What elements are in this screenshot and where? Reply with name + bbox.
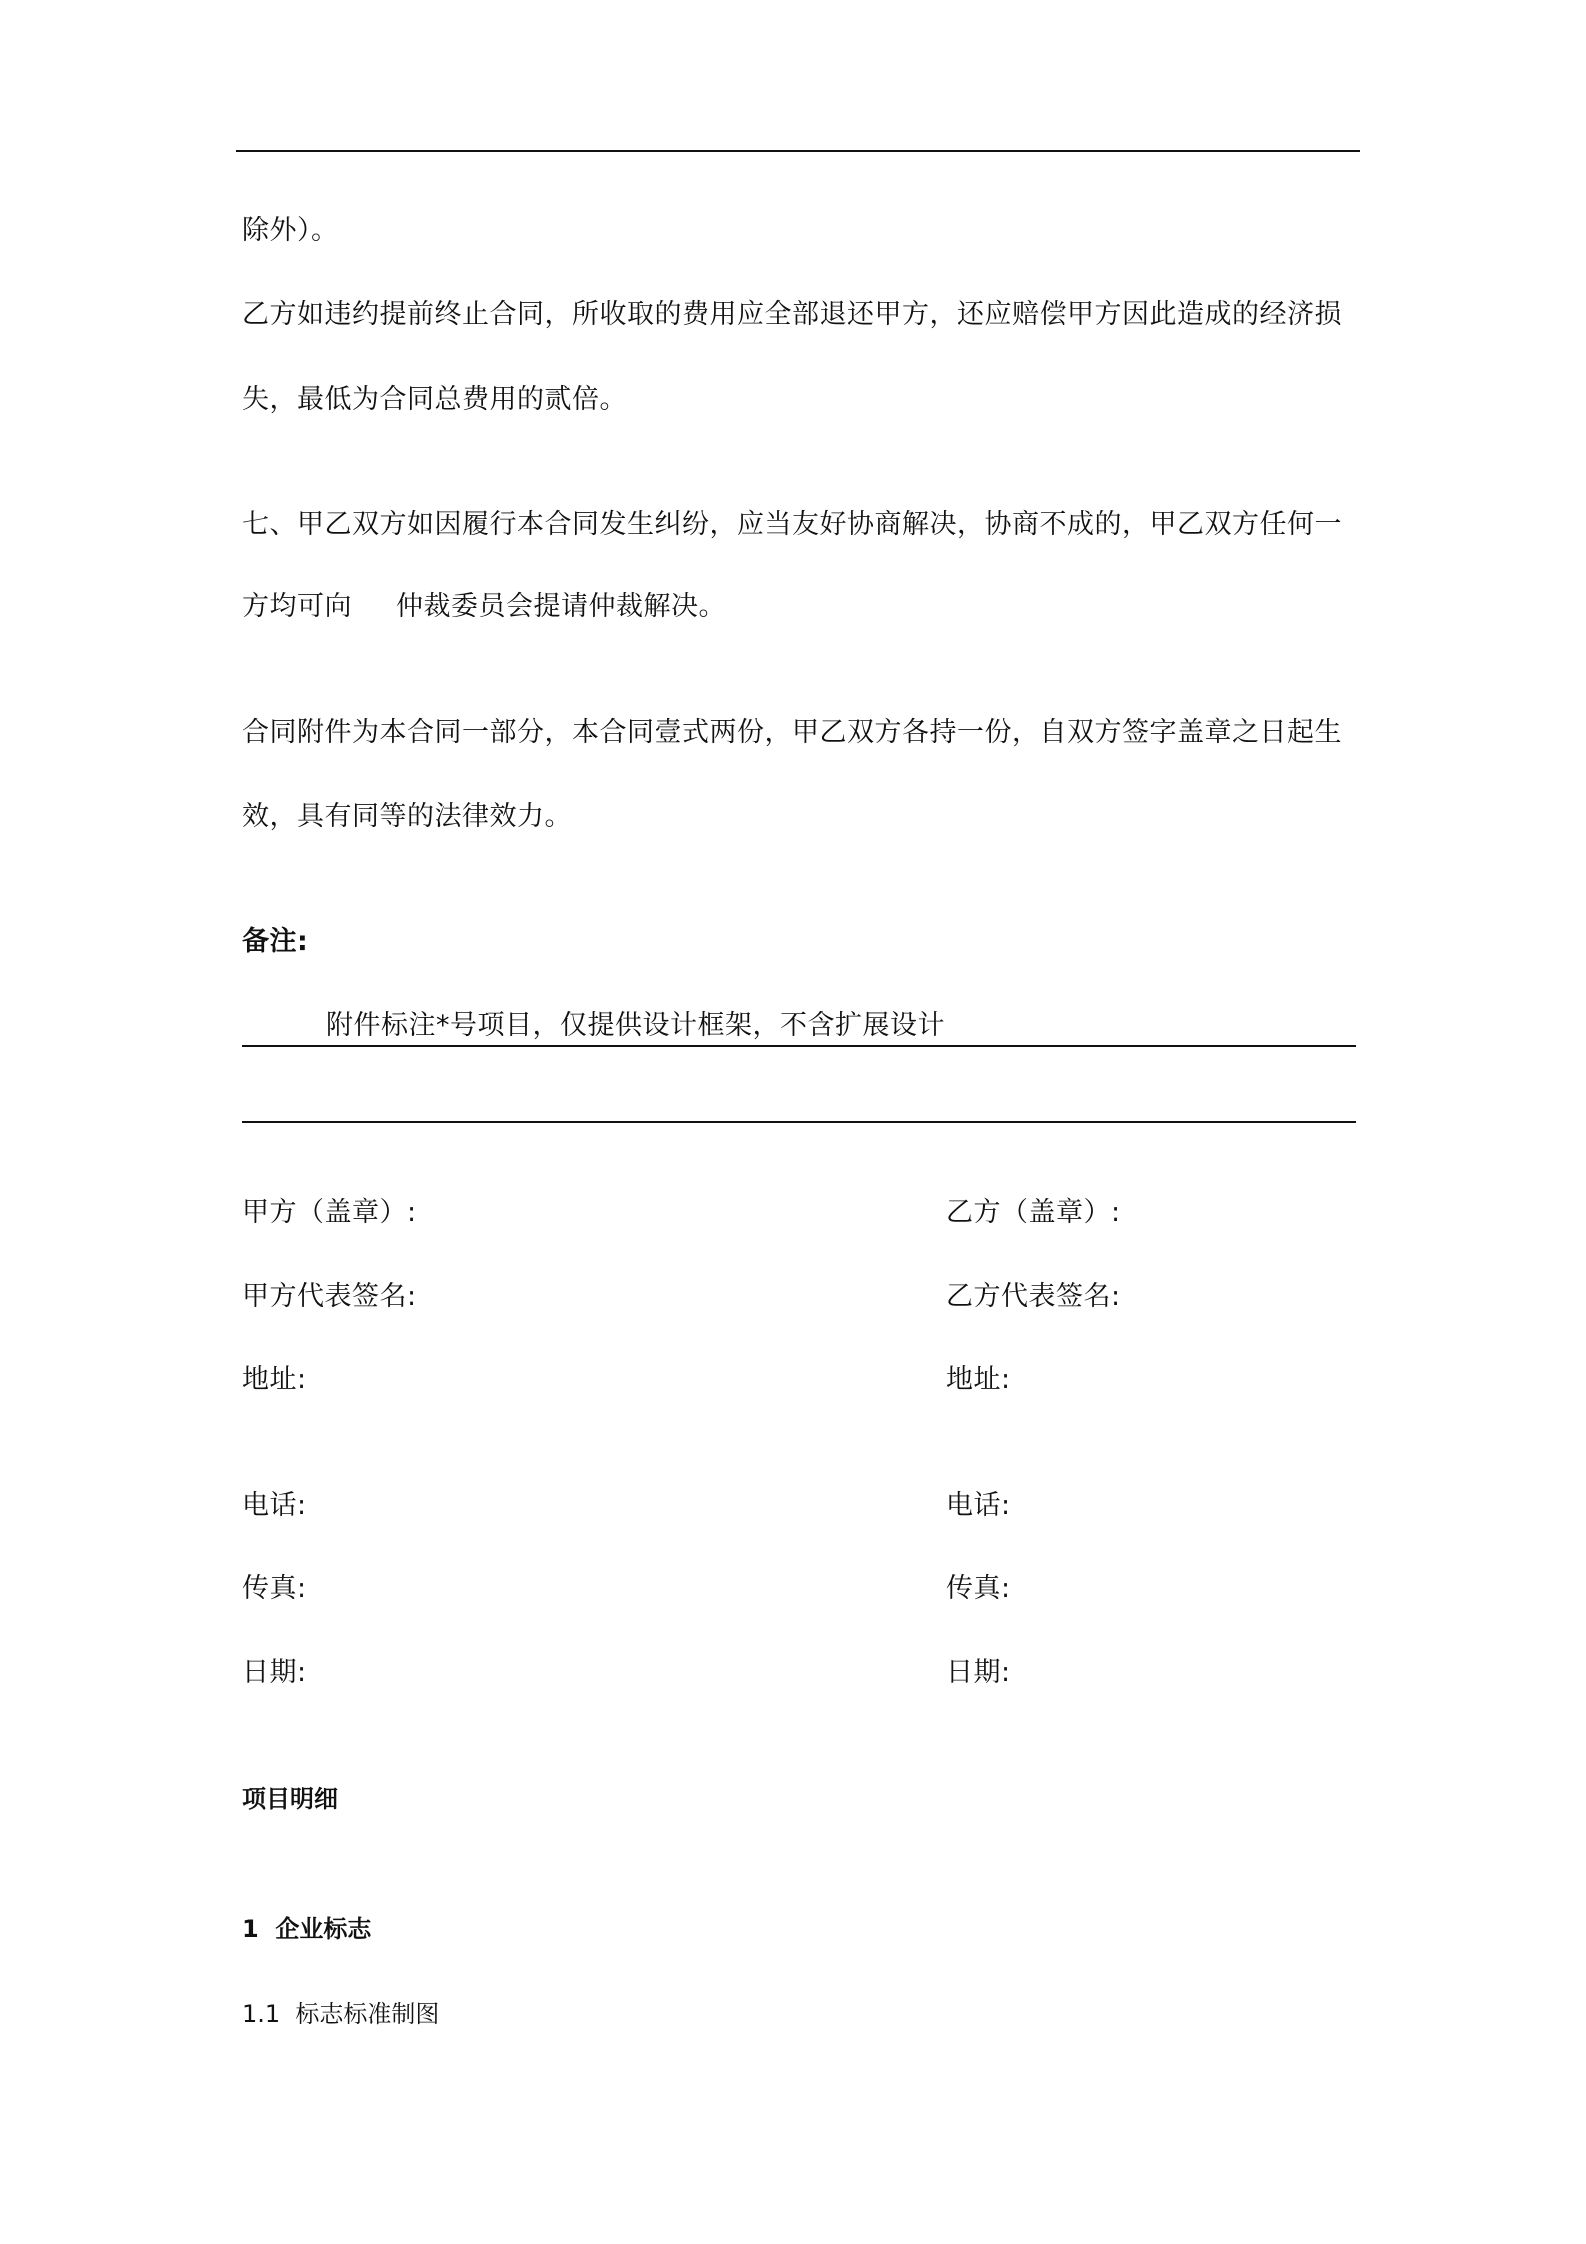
party-a-rep-signature: 甲方代表签名: bbox=[242, 1281, 417, 1312]
details-title: 项目明细 bbox=[242, 1785, 338, 1813]
clause-7-line-2b: 仲裁委员会提请仲裁解决。 bbox=[396, 591, 726, 622]
party-b-seal: 乙方（盖章）: bbox=[946, 1197, 1121, 1228]
remarks-label: 备注: bbox=[242, 926, 309, 957]
clause-7-line-2a: 方均可向 bbox=[242, 591, 352, 622]
party-b-phone: 电话: bbox=[946, 1490, 1011, 1521]
header-rule bbox=[236, 150, 1360, 152]
party-a-date: 日期: bbox=[242, 1657, 307, 1688]
remarks-text: 附件标注*号项目，仅提供设计框架，不含扩展设计 bbox=[326, 1010, 945, 1041]
party-a-phone: 电话: bbox=[242, 1490, 307, 1521]
party-b-date: 日期: bbox=[946, 1657, 1011, 1688]
breach-clause-line-2: 失，最低为合同总费用的贰倍。 bbox=[242, 384, 627, 415]
party-a-fax: 传真: bbox=[242, 1573, 307, 1604]
party-b-rep-signature: 乙方代表签名: bbox=[946, 1281, 1121, 1312]
party-b-address: 地址: bbox=[946, 1364, 1011, 1395]
effect-clause-line-2: 效，具有同等的法律效力。 bbox=[242, 801, 572, 832]
party-a-seal: 甲方（盖章）: bbox=[242, 1197, 417, 1228]
section-heading: 1 企业标志 bbox=[242, 1915, 372, 1943]
breach-clause-line-1: 乙方如违约提前终止合同，所收取的费用应全部退还甲方，还应赔偿甲方因此造成的经济损 bbox=[242, 299, 1342, 330]
subsection-heading: 1.1 标志标准制图 bbox=[242, 2000, 440, 2028]
remarks-underline-2 bbox=[242, 1121, 1356, 1123]
party-a-address: 地址: bbox=[242, 1364, 307, 1395]
clause-end-text: 除外）。 bbox=[242, 215, 339, 246]
party-b-fax: 传真: bbox=[946, 1573, 1011, 1604]
remarks-underline-1 bbox=[242, 1045, 1356, 1047]
clause-7-line-1: 七、甲乙双方如因履行本合同发生纠纷，应当友好协商解决，协商不成的，甲乙双方任何一 bbox=[242, 509, 1342, 540]
effect-clause-line-1: 合同附件为本合同一部分，本合同壹式两份，甲乙双方各持一份，自双方签字盖章之日起生 bbox=[242, 717, 1342, 748]
